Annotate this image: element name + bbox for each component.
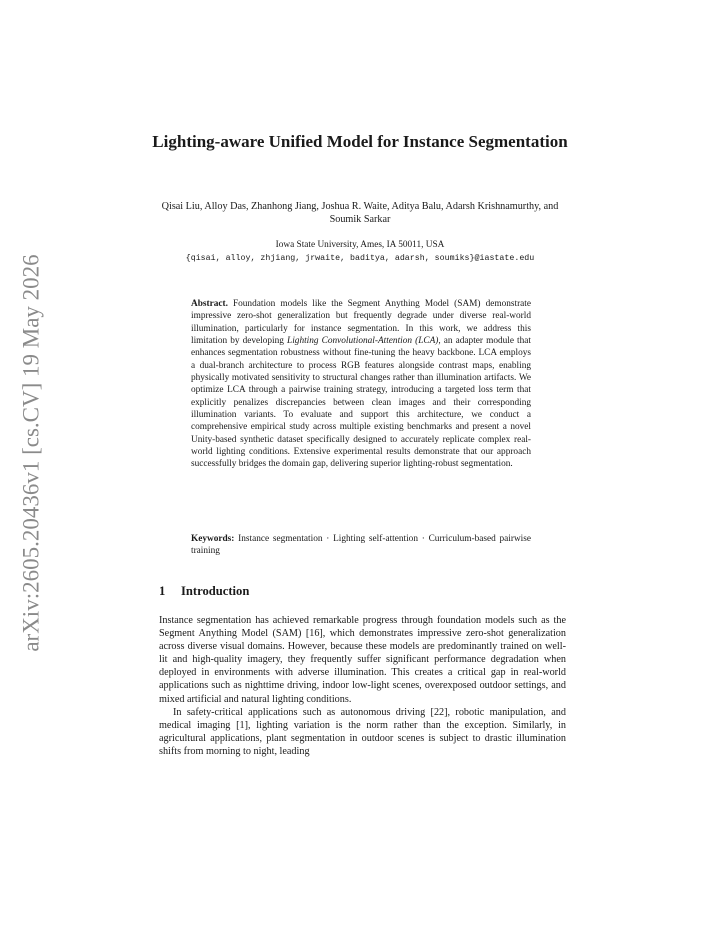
author-list: Qisai Liu, Alloy Das, Zhanhong Jiang, Joshua R. Waite, Aditya Balu, Adarsh Krishnamurthy, and Soumik Sarkar [161,201,559,225]
abstract-text-before: Foundation models like the Segment Anything Model (SAM) demonstrate impressive zero-shot generalization but frequently degrade under diverse real-world illumination, particularly for instance segmentation. In this work, we address this limitation by developing [191,299,532,347]
paragraph: Instance segmentation has achieved remarkable progress through foundation models such as the Segment Anything Model (SAM) [16], which demonstrates impressive zero-shot generalization across diverse visual domains. However, because these models are predominantly trained on well-lit and high-quality imagery, they frequently suffer significant performance degradation when deployed in environments with adverse illumination. This creates a critical gap in real-world applications such as nighttime driving, indoor low-light scenes, overexposed outdoor settings, and mixed artificial and natural lighting conditions. [159,615,566,705]
keywords-label: Keywords: [191,534,235,544]
abstract-label: Abstract. [191,299,228,309]
arxiv-sidebar-stamp [14,255,50,650]
affiliation: Iowa State University, Ames, IA 50011, USA [275,240,445,250]
section-heading [159,583,249,599]
abstract [191,298,531,471]
author-emails: {qisai, alloy, zhjiang, jrwaite, baditya, adarsh, soumiks}@iastate.edu [185,254,535,263]
section-body [159,614,566,758]
abstract-italic-term: Lighting Convolutional-Attention (LCA) [287,336,439,347]
arxiv-stamp-text: arXiv:2605.20436v1 [cs.CV] 19 May 2026 [19,253,45,652]
keywords-text: Instance segmentation · Lighting self-attention · Curriculum-based pairwise training [191,534,531,557]
paragraph: In safety-critical applications such as autonomous driving [22], robotic manipulation, and medical imaging [1], lighting variation is the norm rather than the exception. Similarly, in agricultural applications, plant segmentation in outdoor scenes is subject to drastic illumination shifts from morning to night, leading [159,706,566,757]
section-number: 1 [159,584,166,598]
keywords [191,533,531,558]
abstract-text-after: , an adapter module that enhances segmentation robustness without fine-tuning the heavy backbone. LCA employs a dual-branch architecture to process RGB features alongside contrast maps, enabling physically motivated sensitivity to structural changes rather than illumination artifacts. We optimize LCA through a pairwise training strategy, introducing a targeted loss term that explicitly penalizes discrepancies between clean images and their corresponding illumination variants. To evaluate and support this architecture, we conduct a comprehensive empirical study across multiple existing benchmarks and present a novel Unity-based synthetic dataset specifically designed to accurately replicate complex real-world lighting conditions. Extensive experimental results demonstrate that our approach successfully bridges the domain gap, delivering superior lighting-robust segmentation. [191,336,531,470]
paper-title: Lighting-aware Unified Model for Instance Segmentation [152,132,568,151]
section-title: Introduction [181,584,250,598]
